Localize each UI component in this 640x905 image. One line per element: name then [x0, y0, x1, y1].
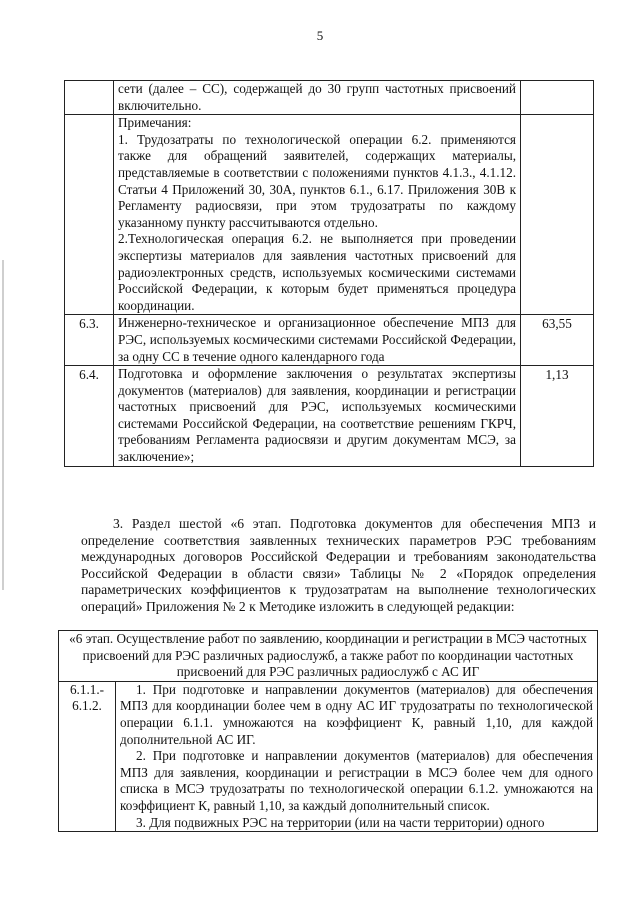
note-item: 2.Технологическая операция 6.2. не выполняется при проведении экспертизы материалов для заявления частотных присвоений для радиоэлектронных средств, используемых космическими системами Российской Федерации, к которым будет применяться процедура координации. [118, 231, 516, 313]
list-item: 1. При подготовке и направлении документов (материалов) для обеспечения МПЗ для координации более чем в одну АС ИГ трудозатраты по технологической операции 6.1.1. умножаются на коэффициент К, равный 1,10, для каждой дополнительной АС ИГ. [120, 681, 593, 747]
paragraph-text: 3. Раздел шестой «6 этап. Подготовка документов для обеспечения МПЗ и определение соответствия заявленных технических параметров РЭС требованиям международных договоров Российской Федерации и требованиям законодательства Российской Федерации в области связи» Таблицы № 2 «Порядок определения параметрических коэффициентов к трудозатратам на выполнение технологических операций» Приложения № 2 к Методике изложить в следующей редакции: [81, 516, 596, 614]
row-number [65, 115, 114, 315]
table-row [65, 315, 594, 366]
row-number: 6.4. [65, 366, 114, 467]
page-number: 5 [316, 28, 324, 43]
notes-cell [114, 115, 521, 315]
table-row [65, 366, 594, 467]
note-item: 1. Трудозатраты по технологической операции 6.2. применяются также для обращений заявителей, содержащих материалы, представляемые в соответствии с положениями пунктов 4.1.3., 4.1.12. Статьи 4 Приложений 30, 30А, пунктов 6.1., 6.17. Приложения 30В к Регламенту радиосвязи, при этом трудозатраты по каждому указанному пункту рассчитываются отдельно. [118, 131, 516, 230]
row-value [521, 81, 594, 115]
items-cell [116, 681, 598, 831]
notes-title: Примечания: [118, 115, 192, 131]
row-text: Подготовка и оформление заключения о результатах экспертизы документов (материалов) для заявления, координации и регистрации частотных присвоений для РЭС, используемых космическими системами Российской Федерации, на соответствие решениям ГКРЧ, требованиям Регламента радиосвязи и другим документам МСЭ, за заключение»; [114, 366, 521, 467]
row-number: 6.1.1.- 6.1.2. [59, 681, 116, 831]
list-item: 3. Для подвижных РЭС на территории (или на части территории) одного [136, 814, 545, 830]
row-number [65, 81, 114, 115]
row-value: 63,55 [521, 315, 594, 366]
table-row [65, 81, 594, 115]
operations-table [64, 80, 594, 467]
stage-heading: «6 этап. Осуществление работ по заявлению, координации и регистрации в МСЭ частотных присвоений для РЭС различных радиослужб, а также работ по координации частотных присвоений для РЭС различных радиослужб с АС ИГ [59, 631, 598, 682]
list-item: 2. При подготовке и направлении документов (материалов) для обеспечения МПЗ для заявления, координации и регистрации в МСЭ более чем для одного списка в МСЭ трудозатраты по технологической операции 6.1.2. умножаются на коэффициент К, равный 1,10, за каждый дополнительный список. [120, 748, 593, 813]
scan-artifact [2, 260, 4, 590]
row-value: 1,13 [521, 366, 594, 467]
table-row [59, 681, 598, 831]
coefficients-table [58, 630, 598, 832]
row-number: 6.3. [65, 315, 114, 366]
row-text: Инженерно-техническое и организационное обеспечение МПЗ для РЭС, используемых космическими системами Российской Федерации, за одну СС в течение одного календарного года [114, 315, 521, 366]
table-row [65, 115, 594, 315]
amendment-paragraph [81, 516, 596, 616]
row-value [521, 115, 594, 315]
table-header-row [59, 631, 598, 682]
row-text: сети (далее – СС), содержащей до 30 групп частотных присвоений включительно. [114, 81, 521, 115]
